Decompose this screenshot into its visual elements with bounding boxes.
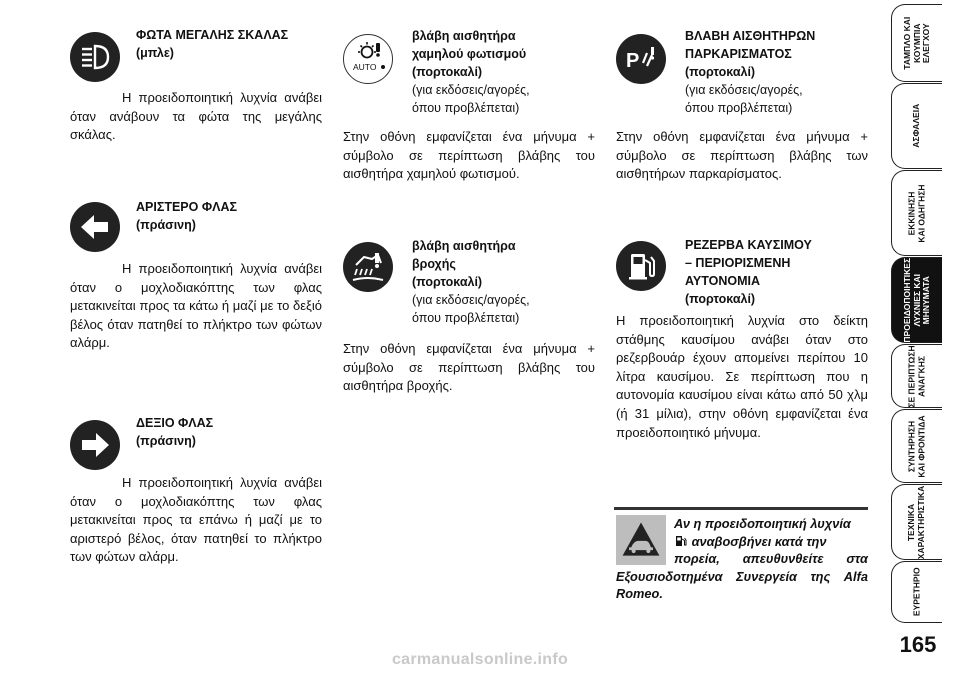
tab-line: ΑΝΑΓΚΗΣ: [916, 355, 927, 397]
rain-sensor-note-1: (για εκδόσεις/αγορές,: [412, 293, 530, 307]
tab-line: ΕΚΚΙΝΗΣΗ: [906, 191, 917, 235]
low-light-sensor-icon: [343, 34, 393, 84]
tab-line: ΣΕ ΠΕΡΙΠΤΩΣΗ: [906, 344, 917, 408]
tab-dashboard-controls-label: [903, 17, 932, 70]
note-rest: πορεία, απευθυνθείτε στα Εξουσιοδοτημένα Συνεργεία της Alfa Romeo.: [616, 551, 868, 601]
parking-sensor-heading-1: ΒΛΑΒΗ ΑΙΣΘΗΤΗΡΩΝ: [685, 29, 816, 43]
low-light-sensor-heading-1: βλάβη αισθητήρα: [412, 29, 516, 43]
low-light-sensor-note-1: (για εκδόσεις/αγορές,: [412, 83, 530, 97]
tab-line: ΕΥΡΕΤΗΡΙΟ: [911, 567, 922, 617]
low-light-sensor-heading-2: χαμηλού φωτισμού: [412, 47, 527, 61]
warning-manual-icon: [616, 515, 666, 565]
footer-watermark: carmanualsonline.info: [391, 651, 569, 668]
tab-starting-driving-label: [908, 184, 927, 242]
rain-sensor-color: (πορτοκαλί): [412, 275, 483, 289]
fuel-reserve-title: [685, 236, 812, 308]
fuel-reserve-body: Η προειδοποιητική λυχνία στο δείκτη στάθμης καυσίμου ανάβει όταν στο ρεζερβουάρ έχουν απομείνει περίπου 10 λίτρα καυσίμου. Σε περίπτωση που η αυτονομία καυσίμου είναι κάτω από 50 χλμ (ή 31 μίλια), στην οθόνη εμφανίζεται ένα προειδοποιητικό μήνυμα.: [616, 313, 868, 440]
left-turn-body: Η προειδοποιητική λυχνία ανάβει όταν ο μοχλοδιακόπτης των φλας μετακινείται προς τα κάτω ή μαζί με το δεξιό βέλος όταν πατηθεί το πλήκτρο των φώτων αλάρμ.: [70, 261, 322, 351]
high-beam-heading: ΦΩΤΑ ΜΕΓΑΛΗΣ ΣΚΑΛΑΣ: [136, 28, 289, 42]
left-turn-icon: [70, 202, 120, 252]
fuel-reserve-color: (πορτοκαλί): [685, 292, 756, 306]
tab-line: ΧΑΡΑΚΤΗΡΙΣΤΙΚΑ: [916, 485, 927, 559]
fuel-reserve-heading-2: – ΠΕΡΙΟΡΙΣΜΕΝΗ: [685, 256, 791, 270]
tab-line: ΑΣΦΑΛΕΙΑ: [911, 104, 922, 148]
tab-maintenance-care-label: [908, 415, 927, 477]
low-light-sensor-icon-text: AUTO: [353, 62, 377, 72]
tab-line: ΕΛΕΓΧΟΥ: [920, 23, 931, 63]
tab-line: ΚΑΙ ΦΡΟΝΤΙΔΑ: [916, 414, 927, 478]
left-turn-heading: ΑΡΙΣΤΕΡΟ ΦΛΑΣ: [136, 200, 237, 214]
tab-safety-label: [912, 104, 922, 148]
tab-line: ΣΥΝΤΗΡΗΣΗ: [906, 420, 917, 472]
tab-safety[interactable]: [891, 83, 942, 169]
rain-sensor-icon: [343, 242, 393, 292]
low-light-sensor-title: [412, 27, 530, 117]
tab-technical-specs-label: [908, 485, 927, 558]
right-turn-icon: [70, 420, 120, 470]
high-beam-title: [136, 26, 288, 62]
parking-sensor-icon: [616, 34, 666, 84]
parking-sensor-note-1: (για εκδόσεις/αγορές,: [685, 83, 803, 97]
parking-sensor-note-2: όπου προβλέπεται): [685, 101, 793, 115]
high-beam-icon: [70, 32, 120, 82]
tab-dashboard-controls[interactable]: [891, 4, 942, 82]
tab-line: ΠΡΟΕΙΔΟΠΟΙΗΤΙΚΕΣ: [901, 257, 912, 343]
fuel-pump-icon: [616, 241, 666, 291]
page-number: 165: [899, 632, 937, 657]
right-turn-heading: ΔΕΞΙΟ ΦΛΑΣ: [136, 416, 214, 430]
right-turn-title: [136, 414, 213, 450]
parking-sensor-heading-2: ΠΑΡΚΑΡΙΣΜΑΤΟΣ: [685, 47, 792, 61]
rain-sensor-body: Στην οθόνη εμφανίζεται ένα μήνυμα + σύμβολο σε περίπτωση βλάβης του αισθητήρα βροχής.: [343, 341, 595, 394]
low-light-sensor-body: Στην οθόνη εμφανίζεται ένα μήνυμα + σύμβολο σε περίπτωση βλάβης του αισθητήρα χαμηλού φωτισμού.: [343, 129, 595, 182]
parking-sensor-color: (πορτοκαλί): [685, 65, 756, 79]
left-turn-color: (πράσινη): [136, 218, 196, 232]
tab-emergency-label: [908, 345, 927, 407]
note-divider: [614, 507, 868, 510]
right-turn-body: Η προειδοποιητική λυχνία ανάβει όταν ο μοχλοδιακόπτης των φλας μετακινείται προς τα επάνω ή μαζί με το αριστερό βέλος, όταν πατηθεί το πλήκτρο των φώτων αλάρμ.: [70, 475, 322, 565]
tab-line: ΤΕΧΝΙΚΑ: [906, 503, 917, 541]
rain-sensor-note-2: όπου προβλέπεται): [412, 311, 520, 325]
high-beam-body: Η προειδοποιητική λυχνία ανάβει όταν ανάβουν τα φώτα της μεγάλης σκάλας.: [70, 90, 322, 143]
rain-sensor-heading-1: βλάβη αισθητήρα: [412, 239, 516, 253]
tab-warning-lights-messages[interactable]: [891, 257, 942, 343]
rain-sensor-heading-2: βροχής: [412, 257, 456, 271]
tab-line: ΤΑΜΠΛΟ ΚΑΙ: [901, 16, 912, 70]
parking-sensor-body: Στην οθόνη εμφανίζεται ένα μήνυμα + σύμβολο σε περίπτωση βλάβης των αισθητήρων παρκαρίσματος.: [616, 129, 868, 182]
left-turn-title: [136, 198, 237, 234]
note-line-1: Αν η προειδοποιητική λυχνία: [674, 516, 851, 531]
svg-text:P: P: [626, 50, 640, 72]
fuel-reserve-heading-3: ΑΥΤΟΝΟΜΙΑ: [685, 274, 761, 288]
tab-line: ΜΗΝΥΜΑΤΑ: [920, 275, 931, 325]
tab-technical-specs[interactable]: [891, 484, 942, 560]
tab-maintenance-care[interactable]: [891, 409, 942, 483]
note-line-2: αναβοσβήνει κατά την: [691, 533, 827, 549]
fuel-reserve-heading-1: ΡΕΖΕΡΒΑ ΚΑΥΣΙΜΟΥ: [685, 238, 812, 252]
rain-sensor-title: [412, 237, 530, 327]
note-fuel-icon: [674, 534, 688, 548]
tab-line: ΛΥΧΝΙΕΣ ΚΑΙ: [911, 273, 922, 327]
parking-sensor-title: [685, 27, 815, 117]
low-light-sensor-note-2: όπου προβλέπεται): [412, 101, 520, 115]
tab-line: ΚΟΥΜΠΙΑ: [911, 23, 922, 63]
tab-starting-driving[interactable]: [891, 170, 942, 256]
tab-index[interactable]: [891, 561, 942, 623]
tab-emergency[interactable]: [891, 344, 942, 408]
high-beam-color: (μπλε): [136, 46, 174, 60]
chapter-tabs: [883, 0, 948, 677]
tab-line: ΚΑΙ ΟΔΗΓΗΣΗ: [916, 183, 926, 243]
tab-warning-lights-messages-label: [903, 258, 932, 343]
tab-index-label: [912, 568, 922, 617]
low-light-sensor-color: (πορτοκαλί): [412, 65, 483, 79]
right-turn-color: (πράσινη): [136, 434, 196, 448]
